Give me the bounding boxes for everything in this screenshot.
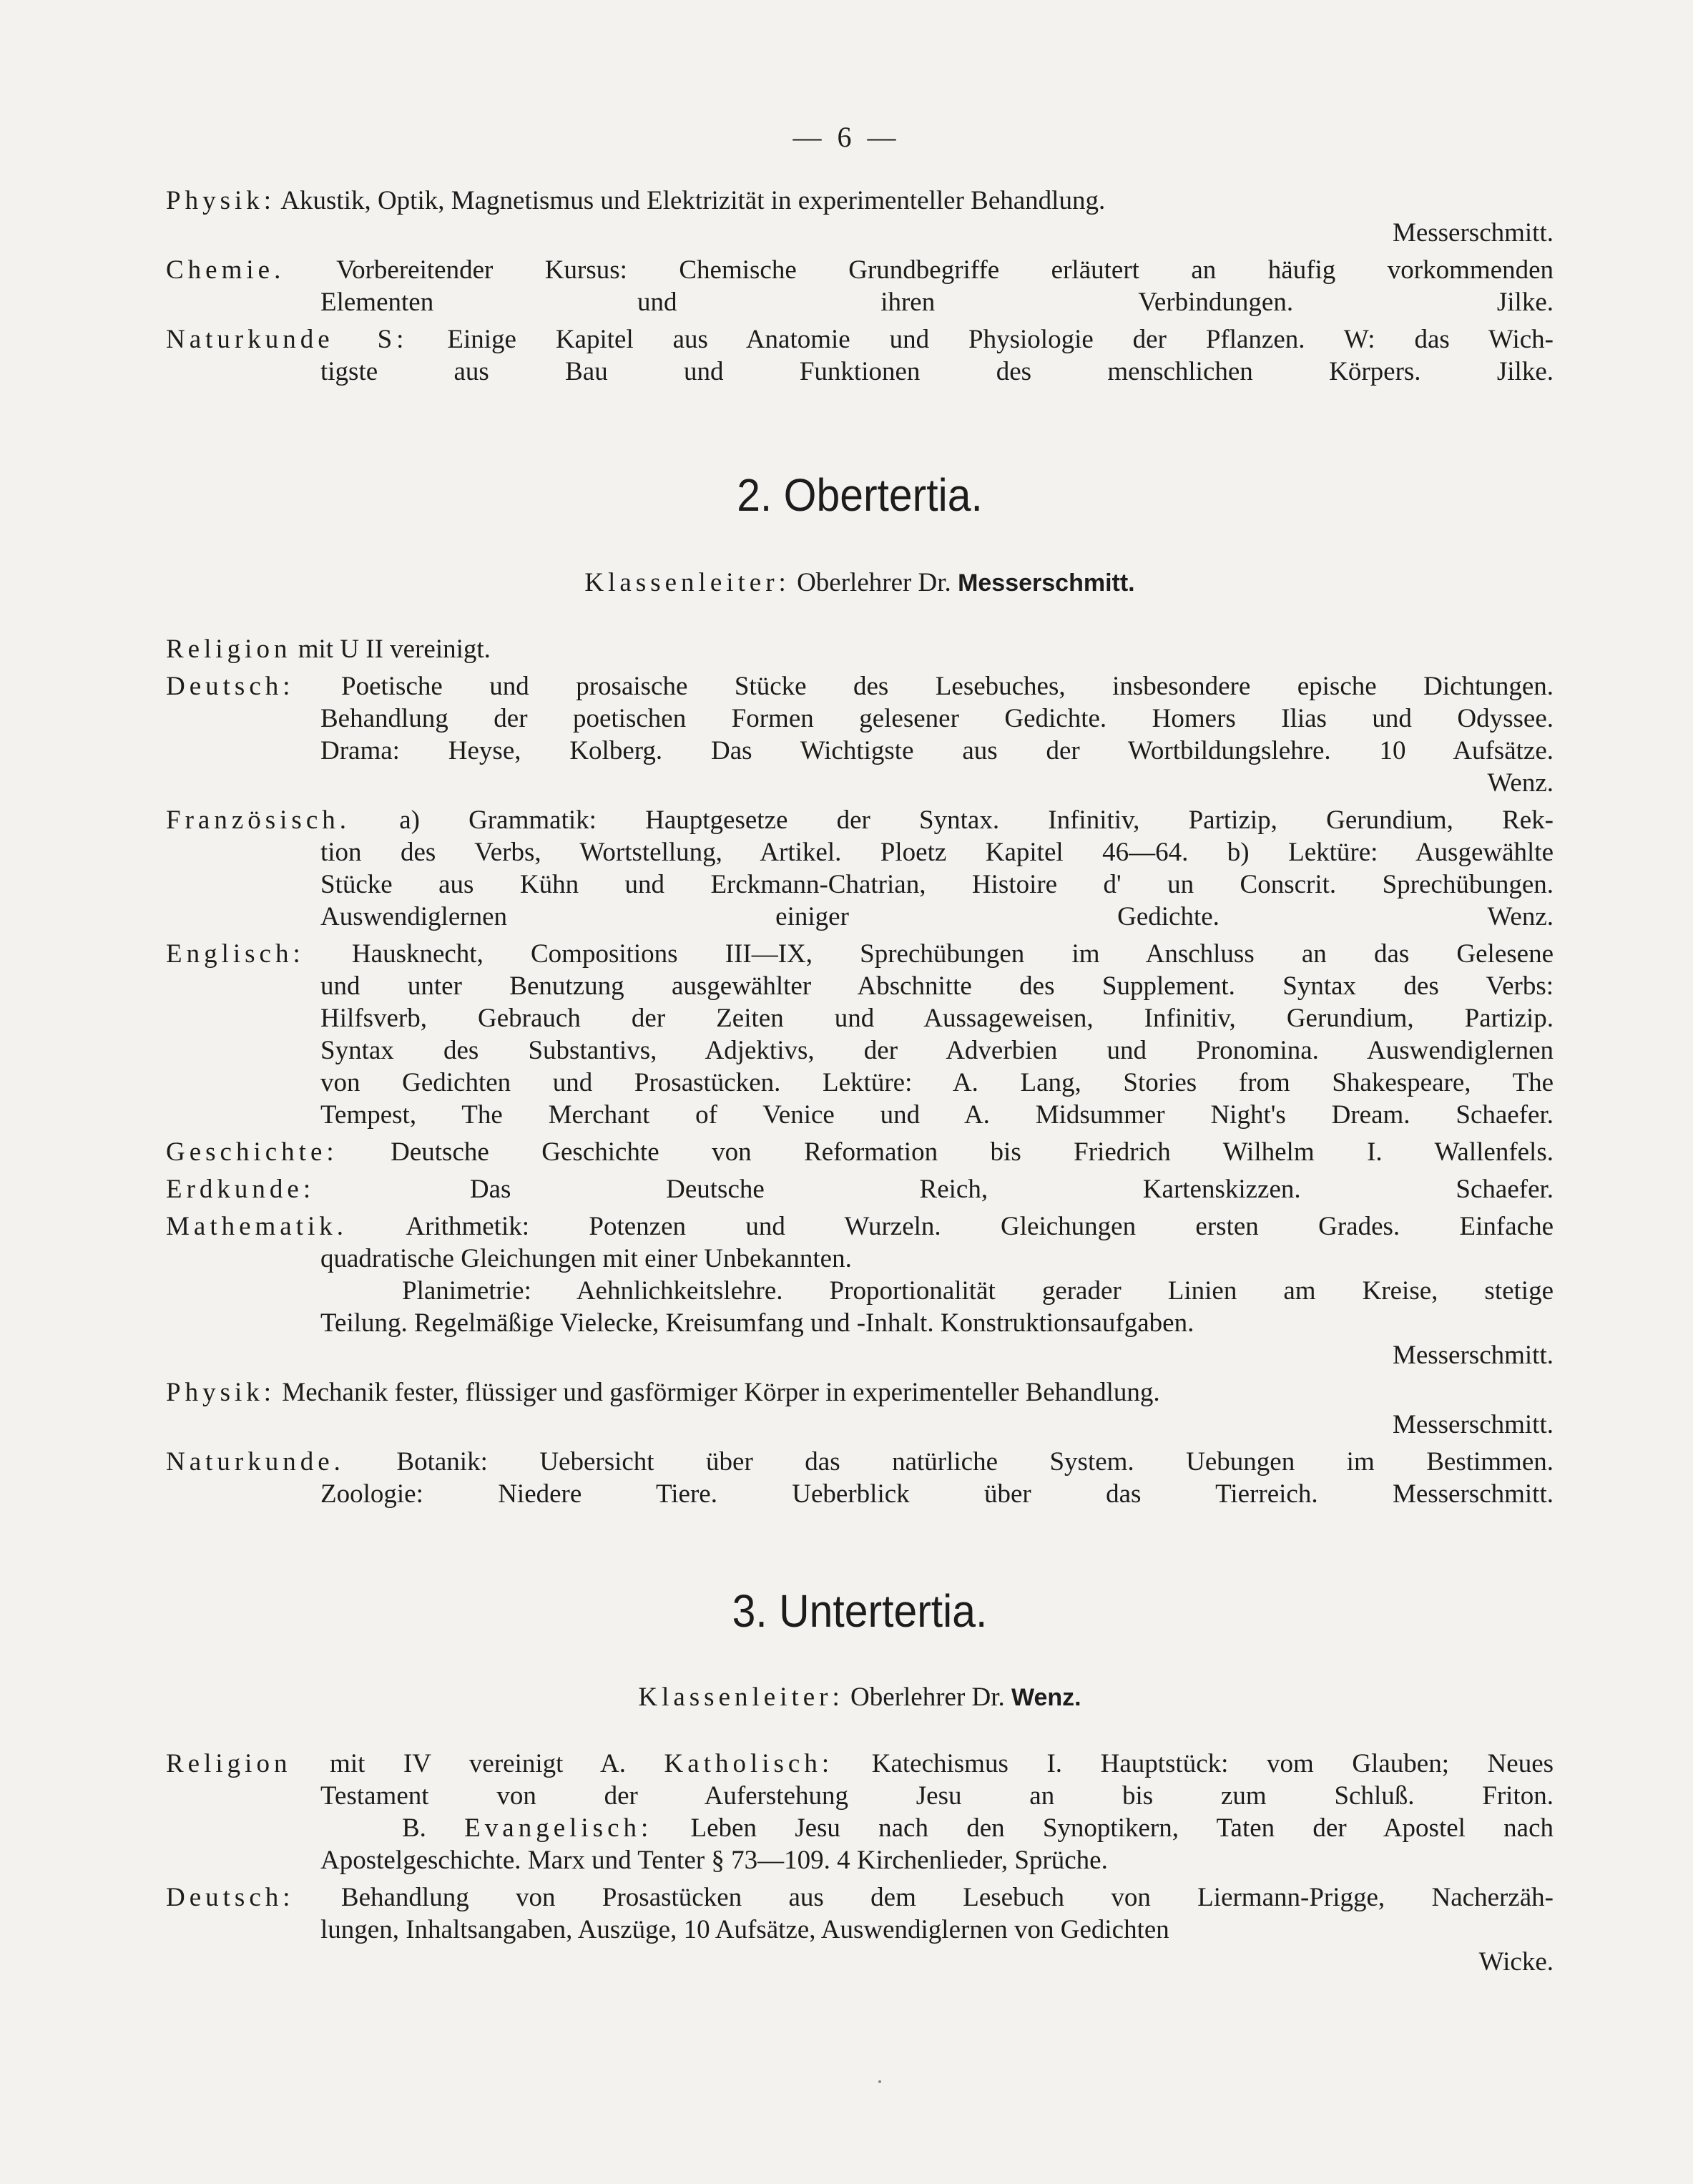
teacher-name: Jilke. [1496,288,1554,317]
subject-label: Deutsch: [166,1883,295,1912]
entry-text: Drama: Heyse, Kolberg. Das Wichtigste aus der Wortbildungslehre. 10 Aufsätze. [320,736,1554,765]
teacher-name: Wallenfels. [1434,1137,1554,1167]
entry-text: Syntax des Substantivs, Adjektivs, der Adverbien und Pronomina. Auswendiglernen [320,1036,1554,1065]
teacher-name: Messerschmitt. [1392,1410,1554,1439]
entry-text: Apostelgeschichte. Marx und Tenter § 73—109. 4 Kirchenlieder, Sprüche. [320,1846,1108,1875]
entry-deutsch [166,1881,1554,1978]
class-leader-label: Klassenleiter: [584,568,790,597]
entry-text: Deutsche Geschichte von Reformation bis Friedrich Wilhelm I. [391,1137,1383,1167]
entry-text: B. [402,1813,426,1843]
subject-label: Chemie. [166,255,285,285]
entry-text: Botanik: Uebersicht über das natürliche System. Uebungen im Bestimmen. [396,1447,1554,1477]
teacher-name: Wicke. [1478,1947,1554,1977]
teacher-name: Schaefer. [1456,1175,1554,1204]
obertertia-section [166,633,1554,1515]
previous-class-section [166,185,1554,393]
entry-text: mit U II vereinigt. [298,635,491,664]
entry-text: Auswendiglernen einiger Gedichte. [320,902,1220,931]
entry-text: Poetische und prosaische Stücke des Lesebuches, insbesondere epische Dichtungen. [341,672,1554,701]
entry-text: Zoologie: Niedere Tiere. Ueberblick über das Tierreich. [320,1479,1318,1509]
section-heading: 2. Obertertia. [737,469,983,521]
entry-physik-prev [166,185,1554,249]
subject-label: Naturkunde S: [166,325,408,354]
class-leader-line [166,1681,1554,1714]
denomination-label: Evangelisch: [464,1813,653,1843]
entry-text: Planimetrie: Aehnlichkeitslehre. Proportionalität gerader Linien am Kreise, stetige [402,1276,1554,1306]
entry-naturkunde-prev [166,323,1554,388]
class-leader-line [166,567,1554,599]
subject-label: Physik: [166,186,276,215]
entry-naturkunde [166,1446,1554,1510]
entry-text: quadratische Gleichungen mit einer Unbekannten. [320,1244,852,1273]
entry-text: lungen, Inhaltsangaben, Auszüge, 10 Aufsätze, Auswendiglernen von Gedichten [320,1915,1169,1944]
entry-text: Teilung. Regelmäßige Vielecke, Kreisumfang und -Inhalt. Konstruktionsaufgaben. [320,1308,1194,1338]
subject-label: Mathematik. [166,1212,348,1241]
entry-text: Vorbereitender Kursus: Chemische Grundbegriffe erläutert an häufig vorkommenden [336,255,1554,285]
entry-text: und unter Benutzung ausgewählter Abschnitte des Supplement. Syntax des Verbs: [320,971,1554,1001]
entry-text: mit IV vereinigt A. [330,1749,626,1778]
class-leader-name: Wenz. [1011,1684,1081,1711]
section-heading: 3. Untertertia. [732,1585,988,1637]
entry-chemie [166,254,1554,318]
subject-label: Geschichte: [166,1137,338,1167]
entry-text: Akustik, Optik, Magnetismus und Elektrizität in experimenteller Behandlung. [280,186,1106,215]
entry-text: Elementen und ihren Verbindungen. [320,288,1294,317]
teacher-name: Schaefer. [1456,1100,1554,1130]
teacher-name: Wenz. [1487,902,1554,931]
subject-label: Religion [166,635,292,664]
entry-franzoesisch [166,804,1554,933]
class-leader-label: Klassenleiter: [638,1683,844,1712]
entry-deutsch [166,670,1554,799]
entry-text: Behandlung von Prosastücken aus dem Lesebuch von Liermann-Prigge, Nacherzäh- [340,1883,1554,1912]
entry-mathematik [166,1210,1554,1371]
subject-label: Physik: [166,1378,276,1407]
entry-text: Das Deutsche Reich, Kartenskizzen. [469,1175,1301,1204]
entry-text: Katechismus I. Hauptstück: vom Glauben; Neues [871,1749,1554,1778]
entry-englisch [166,938,1554,1131]
teacher-name: Messerschmitt. [1392,218,1554,248]
entry-text: von Gedichten und Prosastücken. Lektüre: A. Lang, Stories from Shakespeare, The [320,1068,1554,1097]
entry-religion [166,1748,1554,1876]
subject-label: Religion [166,1749,292,1778]
entry-text: Tempest, The Merchant of Venice und A. Midsummer Night's Dream. [320,1100,1410,1130]
class-leader-title: Oberlehrer Dr. [850,1683,1005,1712]
speck-mark [878,2080,881,2083]
subject-label: Erdkunde: [166,1175,315,1204]
entry-physik [166,1376,1554,1441]
entry-text: tigste aus Bau und Funktionen des menschlichen Körpers. [320,357,1421,386]
teacher-name: Wenz. [1487,768,1554,798]
entry-text: Einige Kapitel aus Anatomie und Physiologie der Pflanzen. W: das Wich- [447,325,1554,354]
page-number: — 6 — [792,121,901,153]
entry-text: Stücke aus Kühn und Erckmann-Chatrian, Histoire d' un Conscrit. Sprechübungen. [320,870,1554,899]
subject-label: Deutsch: [166,672,295,701]
subject-label: Englisch: [166,939,305,969]
entry-text: Arithmetik: Potenzen und Wurzeln. Gleichungen ersten Grades. Einfache [406,1212,1554,1241]
teacher-name: Jilke. [1496,357,1554,386]
entry-text: Behandlung der poetischen Formen gelesener Gedichte. Homers Ilias und Odyssee. [320,704,1554,733]
entry-text: a) Grammatik: Hauptgesetze der Syntax. Infinitiv, Partizip, Gerundium, Rek- [399,805,1554,835]
entry-text: Leben Jesu nach den Synoptikern, Taten der Apostel nach [690,1813,1554,1843]
entry-text: Mechanik fester, flüssiger und gasförmiger Körper in experimenteller Behandlung. [282,1378,1160,1407]
teacher-name: Messerschmitt. [1392,1341,1554,1370]
entry-text: Hilfsverb, Gebrauch der Zeiten und Aussageweisen, Infinitiv, Gerundium, Partizip. [320,1004,1554,1033]
entry-geschichte [166,1136,1554,1168]
subject-label: Französisch. [166,805,350,835]
entry-religion [166,633,1554,665]
entry-text: tion des Verbs, Wortstellung, Artikel. Ploetz Kapitel 46—64. b) Lektüre: Ausgewählte [320,838,1554,867]
class-leader-title: Oberlehrer Dr. [797,568,951,597]
heading-obertertia-wrap [166,466,1554,524]
heading-untertertia-wrap [166,1582,1554,1640]
teacher-name: Friton. [1482,1781,1554,1811]
untertertia-section [166,1748,1554,1983]
entry-text: Hausknecht, Compositions III—IX, Sprechübungen im Anschluss an das Gelesene [351,939,1554,969]
class-leader-name: Messerschmitt. [958,569,1135,597]
teacher-name: Messerschmitt. [1392,1479,1554,1509]
denomination-label: Katholisch: [664,1749,834,1778]
entry-erdkunde [166,1173,1554,1205]
entry-text: Testament von der Auferstehung Jesu an bis zum Schluß. [320,1781,1415,1811]
subject-label: Naturkunde. [166,1447,345,1477]
